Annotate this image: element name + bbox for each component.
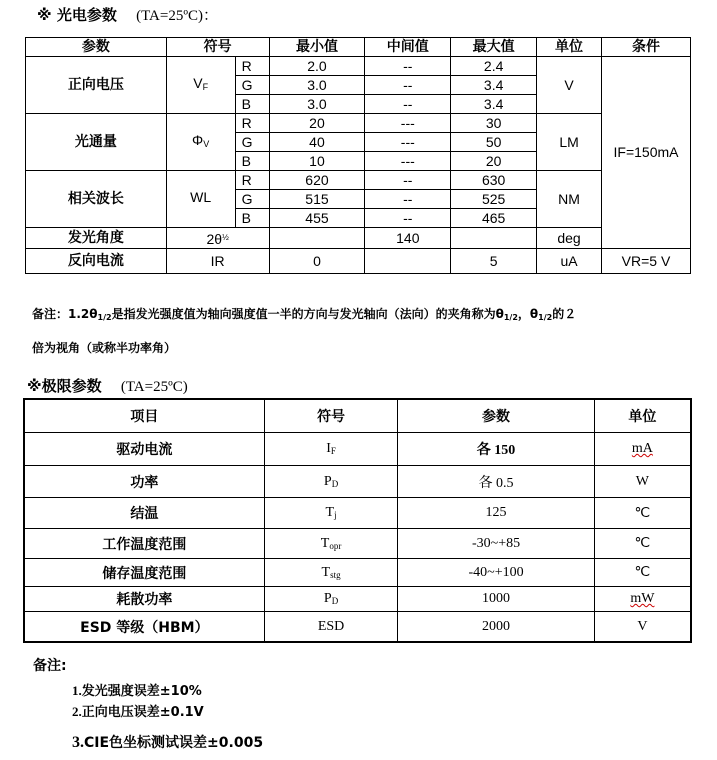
table-row xyxy=(26,171,691,190)
rating-item: 结温 xyxy=(24,498,264,529)
unit: LM xyxy=(537,114,602,171)
rating-symbol xyxy=(264,466,398,498)
rating-symbol xyxy=(264,612,398,643)
section-title-condition: (TA=25ºC) xyxy=(120,379,188,395)
unit-text: ℃ xyxy=(634,536,651,551)
max-value: 3.4 xyxy=(451,76,537,95)
section-title-limits xyxy=(27,375,188,396)
rating-value: 2000 xyxy=(398,612,594,643)
rating-item: ESD 等级（HBM） xyxy=(24,612,264,643)
color-channel: R xyxy=(235,171,269,190)
unit-text: V xyxy=(637,618,648,634)
table-row xyxy=(24,612,691,643)
unit-text: ℃ xyxy=(634,505,651,521)
typ-value: -- xyxy=(365,76,451,95)
param-name: 正向电压 xyxy=(26,57,167,114)
symbol-subscript: V xyxy=(203,138,210,149)
typ-value: --- xyxy=(365,114,451,133)
rating-item: 工作温度范围 xyxy=(24,529,264,559)
min-value: 0 xyxy=(269,249,365,274)
table-row xyxy=(24,466,691,498)
min-value: 515 xyxy=(269,190,365,209)
max-value: 630 xyxy=(451,171,537,190)
rating-unit xyxy=(594,498,691,529)
symbol-subscript: stg xyxy=(330,569,341,580)
reference-mark: ※ xyxy=(37,6,52,24)
table-header-row xyxy=(26,38,691,57)
table-row xyxy=(26,114,691,133)
symbol-subscript: F xyxy=(202,81,209,92)
symbol-subscript: F xyxy=(330,446,336,456)
rating-unit xyxy=(594,559,691,587)
max-value xyxy=(451,228,537,249)
header-cell: 最小值 xyxy=(269,38,365,57)
color-channel: B xyxy=(235,95,269,114)
param-symbol xyxy=(166,228,269,249)
unit: V xyxy=(537,57,602,114)
rating-unit xyxy=(594,529,691,559)
symbol-text: I xyxy=(326,441,331,456)
header-cell: 条件 xyxy=(602,38,691,57)
rating-value: 125 xyxy=(398,498,594,529)
param-symbol xyxy=(166,171,235,228)
note-item-3: 3.CIE色坐标测试误差±0.005 xyxy=(72,734,264,751)
header-cell: 符号 xyxy=(264,399,398,433)
table-row xyxy=(24,587,691,612)
symbol-subscript: D xyxy=(331,478,339,489)
note-item-1: 1.发光强度误差±10% xyxy=(72,683,202,699)
header-cell: 项目 xyxy=(24,399,264,433)
typ-value: -- xyxy=(365,171,451,190)
note-line-2: 倍为视角（或称半功率角） xyxy=(32,341,177,355)
rating-symbol xyxy=(264,587,398,612)
rating-value: 1000 xyxy=(398,587,594,612)
min-value: 620 xyxy=(269,171,365,190)
unit: uA xyxy=(537,249,602,274)
color-channel: G xyxy=(235,190,269,209)
note-item-2: 2.正向电压误差±0.1V xyxy=(72,704,204,720)
table-row xyxy=(26,249,691,274)
optical-parameters-table xyxy=(25,37,691,274)
max-value: 20 xyxy=(451,152,537,171)
notes-title: 备注: xyxy=(33,658,67,674)
param-name: 相关波长 xyxy=(26,171,167,228)
test-condition: IF=150mA xyxy=(602,57,691,249)
rating-item: 功率 xyxy=(24,466,264,498)
symbol-text: 2θ xyxy=(206,230,223,247)
symbol-superscript: ½ xyxy=(222,232,229,242)
note-viewing-angle xyxy=(32,299,692,363)
rating-item: 耗散功率 xyxy=(24,587,264,612)
rating-unit xyxy=(594,587,691,612)
color-channel: G xyxy=(235,133,269,152)
param-name: 发光角度 xyxy=(26,228,167,249)
header-cell: 参数 xyxy=(398,399,594,433)
unit-text: W xyxy=(635,473,649,489)
typ-value: 140 xyxy=(365,228,451,249)
unit-text: mA xyxy=(631,441,653,456)
symbol-text: ESD xyxy=(317,618,345,634)
symbol-subscript: j xyxy=(334,510,337,520)
section-title-text: 光电参数 xyxy=(56,6,117,24)
symbol-text: T xyxy=(325,505,335,520)
color-channel: B xyxy=(235,152,269,171)
max-value: 3.4 xyxy=(451,95,537,114)
rating-value: 各 0.5 xyxy=(398,466,594,498)
min-value xyxy=(269,228,365,249)
param-name: 光通量 xyxy=(26,114,167,171)
color-channel: B xyxy=(235,209,269,228)
color-channel: G xyxy=(235,76,269,95)
absolute-maximum-ratings-table xyxy=(23,398,692,643)
symbol-text: P xyxy=(323,473,332,489)
typ-value: -- xyxy=(365,57,451,76)
symbol-text: V xyxy=(193,74,203,91)
header-cell: 单位 xyxy=(537,38,602,57)
rating-symbol xyxy=(264,433,398,466)
max-value: 30 xyxy=(451,114,537,133)
table-row xyxy=(24,498,691,529)
typ-value: -- xyxy=(365,190,451,209)
min-value: 3.0 xyxy=(269,76,365,95)
rating-symbol xyxy=(264,498,398,529)
reference-mark: ※ xyxy=(27,377,42,395)
unit-text: ℃ xyxy=(634,565,651,580)
symbol-text: WL xyxy=(190,188,212,205)
color-channel: R xyxy=(235,114,269,133)
typ-value: -- xyxy=(365,209,451,228)
rating-value: -40~+100 xyxy=(398,559,594,587)
rating-symbol xyxy=(264,529,398,559)
param-symbol: IR xyxy=(166,249,269,274)
note-line-1: 备注：$1.2\theta_{1/2}$是指发光强度值为轴向强度值一半的方向与发光轴向（法向）的夹角称为$\theta_{1/2}$，$\theta_{1/2}$的２ xyxy=(32,307,577,322)
min-value: 20 xyxy=(269,114,365,133)
min-value: 3.0 xyxy=(269,95,365,114)
section-title-optical xyxy=(37,4,218,25)
section-title-condition: (TA=25ºC)： xyxy=(136,8,218,24)
rating-item: 储存温度范围 xyxy=(24,559,264,587)
rating-unit xyxy=(594,433,691,466)
max-value: 525 xyxy=(451,190,537,209)
typ-value xyxy=(365,249,451,274)
symbol-text: T xyxy=(320,535,330,551)
table-row xyxy=(24,529,691,559)
symbol-subscript: D xyxy=(331,596,339,606)
header-cell: 单位 xyxy=(594,399,691,433)
rating-value: 各 150 xyxy=(398,433,594,466)
table-header-row xyxy=(24,399,691,433)
param-symbol xyxy=(166,57,235,114)
color-channel: R xyxy=(235,57,269,76)
header-cell: 参数 xyxy=(26,38,167,57)
rating-unit xyxy=(594,612,691,643)
max-value: 465 xyxy=(451,209,537,228)
max-value: 50 xyxy=(451,133,537,152)
min-value: 40 xyxy=(269,133,365,152)
typ-value: --- xyxy=(365,133,451,152)
symbol-subscript: opr xyxy=(329,540,342,551)
header-cell: 中间值 xyxy=(365,38,451,57)
symbol-text: Φ xyxy=(192,131,204,148)
table-row xyxy=(26,228,691,249)
header-cell: 符号 xyxy=(166,38,269,57)
min-value: 2.0 xyxy=(269,57,365,76)
min-value: 10 xyxy=(269,152,365,171)
unit-text: mW xyxy=(630,591,655,606)
test-condition: VR=5 V xyxy=(602,249,691,274)
table-row xyxy=(24,433,691,466)
rating-symbol xyxy=(264,559,398,587)
rating-item: 驱动电流 xyxy=(24,433,264,466)
unit: NM xyxy=(537,171,602,228)
param-symbol xyxy=(166,114,235,171)
symbol-text: T xyxy=(321,564,331,580)
table-row xyxy=(26,57,691,76)
typ-value: -- xyxy=(365,95,451,114)
rating-unit xyxy=(594,466,691,498)
max-value: 2.4 xyxy=(451,57,537,76)
min-value: 455 xyxy=(269,209,365,228)
table-row xyxy=(24,559,691,587)
section-title-text: 极限参数 xyxy=(41,377,102,395)
symbol-text: P xyxy=(323,591,332,606)
max-value: 5 xyxy=(451,249,537,274)
header-cell: 最大值 xyxy=(451,38,537,57)
param-name: 反向电流 xyxy=(26,249,167,274)
typ-value: --- xyxy=(365,152,451,171)
unit: deg xyxy=(537,228,602,249)
rating-value: -30~+85 xyxy=(398,529,594,559)
